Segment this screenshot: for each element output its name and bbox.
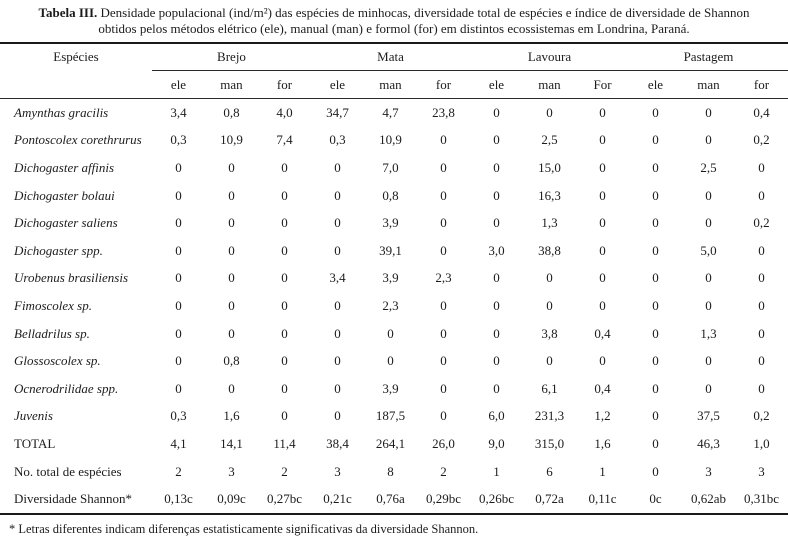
value-cell: 0	[440, 132, 447, 148]
value-cell: 0	[440, 297, 447, 313]
value-cell: 0	[281, 159, 288, 175]
method-header: man	[682, 71, 735, 99]
method-header: man	[205, 71, 258, 99]
method-header: man	[364, 71, 417, 99]
value-cell: 0	[334, 242, 341, 258]
value-cell: 0	[599, 187, 606, 203]
value-cell: 3,4	[170, 104, 187, 120]
value-cell: 0	[493, 104, 500, 120]
value-cell: 0	[652, 270, 659, 286]
value-cell: 1,0	[753, 435, 770, 451]
value-cell: 0	[334, 187, 341, 203]
value-cell: 3,9	[382, 270, 399, 286]
method-header: ele	[311, 71, 364, 99]
method-header: ele	[470, 71, 523, 99]
table-row	[0, 182, 788, 210]
table-row	[0, 375, 788, 403]
value-cell: 0	[652, 187, 659, 203]
value-cell: 0	[599, 297, 606, 313]
method-header: for	[735, 71, 788, 99]
value-cell: 10,9	[220, 132, 243, 148]
value-cell: 0	[281, 297, 288, 313]
value-cell: 0	[652, 353, 659, 369]
value-cell: 0	[334, 159, 341, 175]
method-header: ele	[629, 71, 682, 99]
value-cell: 0	[758, 353, 765, 369]
table-row	[0, 99, 788, 127]
species-label: Juvenis	[14, 408, 53, 424]
value-cell: 0	[334, 215, 341, 231]
value-cell: 0,3	[329, 132, 346, 148]
value-cell: 0	[175, 297, 182, 313]
value-cell: 2,3	[435, 270, 452, 286]
value-cell: 10,9	[379, 132, 402, 148]
value-cell: 0	[705, 215, 712, 231]
value-cell: 0	[705, 187, 712, 203]
table-row	[0, 237, 788, 265]
value-cell: 0	[334, 325, 341, 341]
value-cell: 3	[705, 463, 712, 479]
value-cell: 0	[334, 353, 341, 369]
value-cell: 0	[652, 435, 659, 451]
table-row	[0, 458, 788, 486]
species-label: Ocnerodrilidae spp.	[14, 380, 119, 396]
value-cell: 0	[281, 187, 288, 203]
method-header: For	[576, 71, 629, 99]
value-cell: 0	[758, 325, 765, 341]
value-cell: 7,4	[276, 132, 293, 148]
value-cell: 0	[228, 325, 235, 341]
table-row	[0, 292, 788, 320]
method-header: ele	[152, 71, 205, 99]
value-cell: 5,0	[700, 242, 717, 258]
value-cell: 0,2	[753, 408, 770, 424]
species-label: Amynthas gracilis	[14, 104, 109, 120]
value-cell: 0	[758, 297, 765, 313]
value-cell: 0,4	[594, 380, 611, 396]
value-cell: 0	[705, 380, 712, 396]
table-caption	[0, 0, 788, 42]
value-cell: 37,5	[697, 408, 720, 424]
value-cell: 0	[281, 215, 288, 231]
value-cell: 38,8	[538, 242, 561, 258]
value-cell: 2	[175, 463, 182, 479]
species-label: Dichogaster saliens	[14, 215, 118, 231]
value-cell: 0	[175, 187, 182, 203]
method-header: for	[417, 71, 470, 99]
value-cell: 38,4	[326, 435, 349, 451]
value-cell: 6,0	[488, 408, 505, 424]
value-cell: 0	[546, 104, 553, 120]
value-cell: 0	[440, 408, 447, 424]
species-label: Diversidade Shannon*	[14, 491, 133, 507]
species-column-header: Espécies	[53, 49, 99, 65]
value-cell: 0	[599, 215, 606, 231]
value-cell: 3,9	[382, 215, 399, 231]
value-cell: 0,8	[223, 104, 240, 120]
value-cell: 0	[334, 297, 341, 313]
table-header	[0, 43, 788, 99]
value-cell: 0,4	[753, 104, 770, 120]
value-cell: 0	[281, 270, 288, 286]
value-cell: 0	[281, 353, 288, 369]
value-cell: 1,2	[594, 408, 611, 424]
value-cell: 3	[758, 463, 765, 479]
value-cell: 0	[652, 380, 659, 396]
value-cell: 0	[387, 325, 394, 341]
value-cell: 264,1	[375, 435, 406, 451]
ecosystem-header-row	[0, 43, 788, 71]
value-cell: 0	[175, 159, 182, 175]
group-header-pastagem: Pastagem	[629, 43, 788, 71]
value-cell: 0	[228, 270, 235, 286]
value-cell: 26,0	[432, 435, 455, 451]
value-cell: 0	[599, 270, 606, 286]
value-cell: 6,1	[541, 380, 558, 396]
value-cell: 0	[228, 380, 235, 396]
value-cell: 8	[387, 463, 394, 479]
value-cell: 0	[175, 215, 182, 231]
value-cell: 0	[758, 187, 765, 203]
value-cell: 0	[758, 242, 765, 258]
value-cell: 0	[440, 242, 447, 258]
value-cell: 0	[758, 380, 765, 396]
value-cell: 231,3	[534, 408, 565, 424]
value-cell: 0	[493, 353, 500, 369]
value-cell: 0	[652, 325, 659, 341]
value-cell: 0	[705, 297, 712, 313]
value-cell: 9,0	[488, 435, 505, 451]
value-cell: 0	[228, 215, 235, 231]
species-label: Pontoscolex corethrurus	[14, 132, 142, 148]
value-cell: 2,5	[541, 132, 558, 148]
value-cell: 0,72a	[535, 491, 564, 507]
value-cell: 0	[705, 353, 712, 369]
value-cell: 0	[493, 215, 500, 231]
value-cell: 14,1	[220, 435, 243, 451]
value-cell: 0,29bc	[425, 491, 462, 507]
value-cell: 0	[652, 463, 659, 479]
species-label: Dichogaster bolaui	[14, 187, 115, 203]
value-cell: 0	[652, 242, 659, 258]
value-cell: 7,0	[382, 159, 399, 175]
value-cell: 6	[546, 463, 553, 479]
value-cell: 0	[334, 380, 341, 396]
value-cell: 0	[440, 159, 447, 175]
group-header-mata: Mata	[311, 43, 470, 71]
value-cell: 1,3	[541, 215, 558, 231]
value-cell: 0	[493, 159, 500, 175]
table-row	[0, 485, 788, 514]
group-header-lavoura: Lavoura	[470, 43, 629, 71]
value-cell: 3,0	[488, 242, 505, 258]
value-cell: 0	[546, 353, 553, 369]
method-header-spacer	[0, 71, 152, 99]
value-cell: 0	[599, 353, 606, 369]
value-cell: 315,0	[534, 435, 565, 451]
species-label: No. total de espécies	[14, 463, 122, 479]
value-cell: 1,6	[223, 408, 240, 424]
value-cell: 0	[652, 132, 659, 148]
method-header: man	[523, 71, 576, 99]
value-cell: 0,21c	[323, 491, 352, 507]
value-cell: 1	[493, 463, 500, 479]
value-cell: 0,4	[594, 325, 611, 341]
value-cell: 0	[493, 380, 500, 396]
value-cell: 0,8	[382, 187, 399, 203]
method-header-row	[0, 71, 788, 99]
value-cell: 4,7	[382, 104, 399, 120]
value-cell: 0	[228, 297, 235, 313]
value-cell: 0,8	[223, 353, 240, 369]
table-row	[0, 347, 788, 375]
table-caption-number: Tabela III.	[38, 5, 98, 20]
table-caption-text-line1: Densidade populacional (ind/m²) das espécies de minhocas, diversidade total de espécies e índice de diversidade de Shannon	[97, 5, 750, 20]
value-cell: 2	[281, 463, 288, 479]
table-row	[0, 127, 788, 155]
value-cell: 0,76a	[376, 491, 405, 507]
value-cell: 0	[493, 270, 500, 286]
value-cell: 0	[175, 353, 182, 369]
value-cell: 11,4	[273, 435, 296, 451]
table-row	[0, 403, 788, 431]
value-cell: 0,13c	[164, 491, 193, 507]
value-cell: 0	[493, 187, 500, 203]
value-cell: 0,2	[753, 215, 770, 231]
group-header-brejo: Brejo	[152, 43, 311, 71]
value-cell: 0	[440, 187, 447, 203]
table-body	[0, 99, 788, 514]
value-cell: 0	[652, 159, 659, 175]
value-cell: 2,3	[382, 297, 399, 313]
value-cell: 0	[546, 270, 553, 286]
value-cell: 2	[440, 463, 447, 479]
table-footnote: * Letras diferentes indicam diferenças estatisticamente significativas da diversidade Shannon.	[9, 521, 479, 536]
table-row	[0, 209, 788, 237]
value-cell: 1,6	[594, 435, 611, 451]
species-label: Dichogaster affinis	[14, 159, 115, 175]
value-cell: 0,27bc	[266, 491, 303, 507]
value-cell: 0	[387, 353, 394, 369]
value-cell: 0	[281, 380, 288, 396]
value-cell: 0	[652, 297, 659, 313]
value-cell: 0,09c	[217, 491, 246, 507]
value-cell: 0	[228, 187, 235, 203]
value-cell: 0	[705, 132, 712, 148]
value-cell: 23,8	[432, 104, 455, 120]
value-cell: 0	[281, 408, 288, 424]
table-row	[0, 265, 788, 293]
table-row	[0, 430, 788, 458]
value-cell: 4,1	[170, 435, 187, 451]
species-label: Belladrilus sp.	[14, 325, 90, 341]
value-cell: 0	[334, 408, 341, 424]
value-cell: 0	[228, 242, 235, 258]
species-label: Urobenus brasiliensis	[14, 270, 128, 286]
value-cell: 0	[705, 270, 712, 286]
value-cell: 0	[228, 159, 235, 175]
value-cell: 0	[440, 215, 447, 231]
value-cell: 0	[599, 132, 606, 148]
value-cell: 0,3	[170, 408, 187, 424]
value-cell: 0,26bc	[478, 491, 515, 507]
value-cell: 0	[652, 215, 659, 231]
value-cell: 0,62ab	[690, 491, 727, 507]
value-cell: 0	[175, 380, 182, 396]
value-cell: 0	[440, 380, 447, 396]
value-cell: 0	[175, 270, 182, 286]
value-cell: 0	[599, 242, 606, 258]
value-cell: 0,2	[753, 132, 770, 148]
value-cell: 0	[493, 297, 500, 313]
value-cell: 0	[440, 353, 447, 369]
value-cell: 0	[652, 408, 659, 424]
value-cell: 1	[599, 463, 606, 479]
value-cell: 39,1	[379, 242, 402, 258]
value-cell: 0	[652, 104, 659, 120]
value-cell: 0c	[649, 491, 662, 507]
species-label: Dichogaster spp.	[14, 242, 103, 258]
value-cell: 46,3	[697, 435, 720, 451]
value-cell: 0	[599, 159, 606, 175]
value-cell: 3	[334, 463, 341, 479]
value-cell: 3,4	[329, 270, 346, 286]
value-cell: 0	[175, 325, 182, 341]
value-cell: 0	[493, 325, 500, 341]
table-row	[0, 154, 788, 182]
value-cell: 0	[758, 159, 765, 175]
value-cell: 2,5	[700, 159, 717, 175]
method-header: for	[258, 71, 311, 99]
value-cell: 0	[440, 325, 447, 341]
value-cell: 0	[175, 242, 182, 258]
value-cell: 0	[281, 325, 288, 341]
species-label: Glossoscolex sp.	[14, 353, 101, 369]
value-cell: 0	[599, 104, 606, 120]
value-cell: 0,31bc	[743, 491, 780, 507]
value-cell: 187,5	[375, 408, 406, 424]
value-cell: 4,0	[276, 104, 293, 120]
species-label: Fimoscolex sp.	[14, 297, 92, 313]
density-table	[0, 42, 788, 515]
value-cell: 3,9	[382, 380, 399, 396]
table-caption-text-line2: obtidos pelos métodos elétrico (ele), manual (man) e formol (for) em distintos ecossistemas em Londrina, Paraná.	[98, 21, 690, 36]
value-cell: 0	[546, 297, 553, 313]
value-cell: 1,3	[700, 325, 717, 341]
value-cell: 16,3	[538, 187, 561, 203]
value-cell: 0	[281, 242, 288, 258]
value-cell: 34,7	[326, 104, 349, 120]
value-cell: 0	[705, 104, 712, 120]
species-label: TOTAL	[14, 435, 56, 451]
value-cell: 3,8	[541, 325, 558, 341]
value-cell: 0	[758, 270, 765, 286]
value-cell: 0	[493, 132, 500, 148]
value-cell: 0,3	[170, 132, 187, 148]
value-cell: 3	[228, 463, 235, 479]
value-cell: 0,11c	[588, 491, 617, 507]
value-cell: 15,0	[538, 159, 561, 175]
table-row	[0, 320, 788, 348]
